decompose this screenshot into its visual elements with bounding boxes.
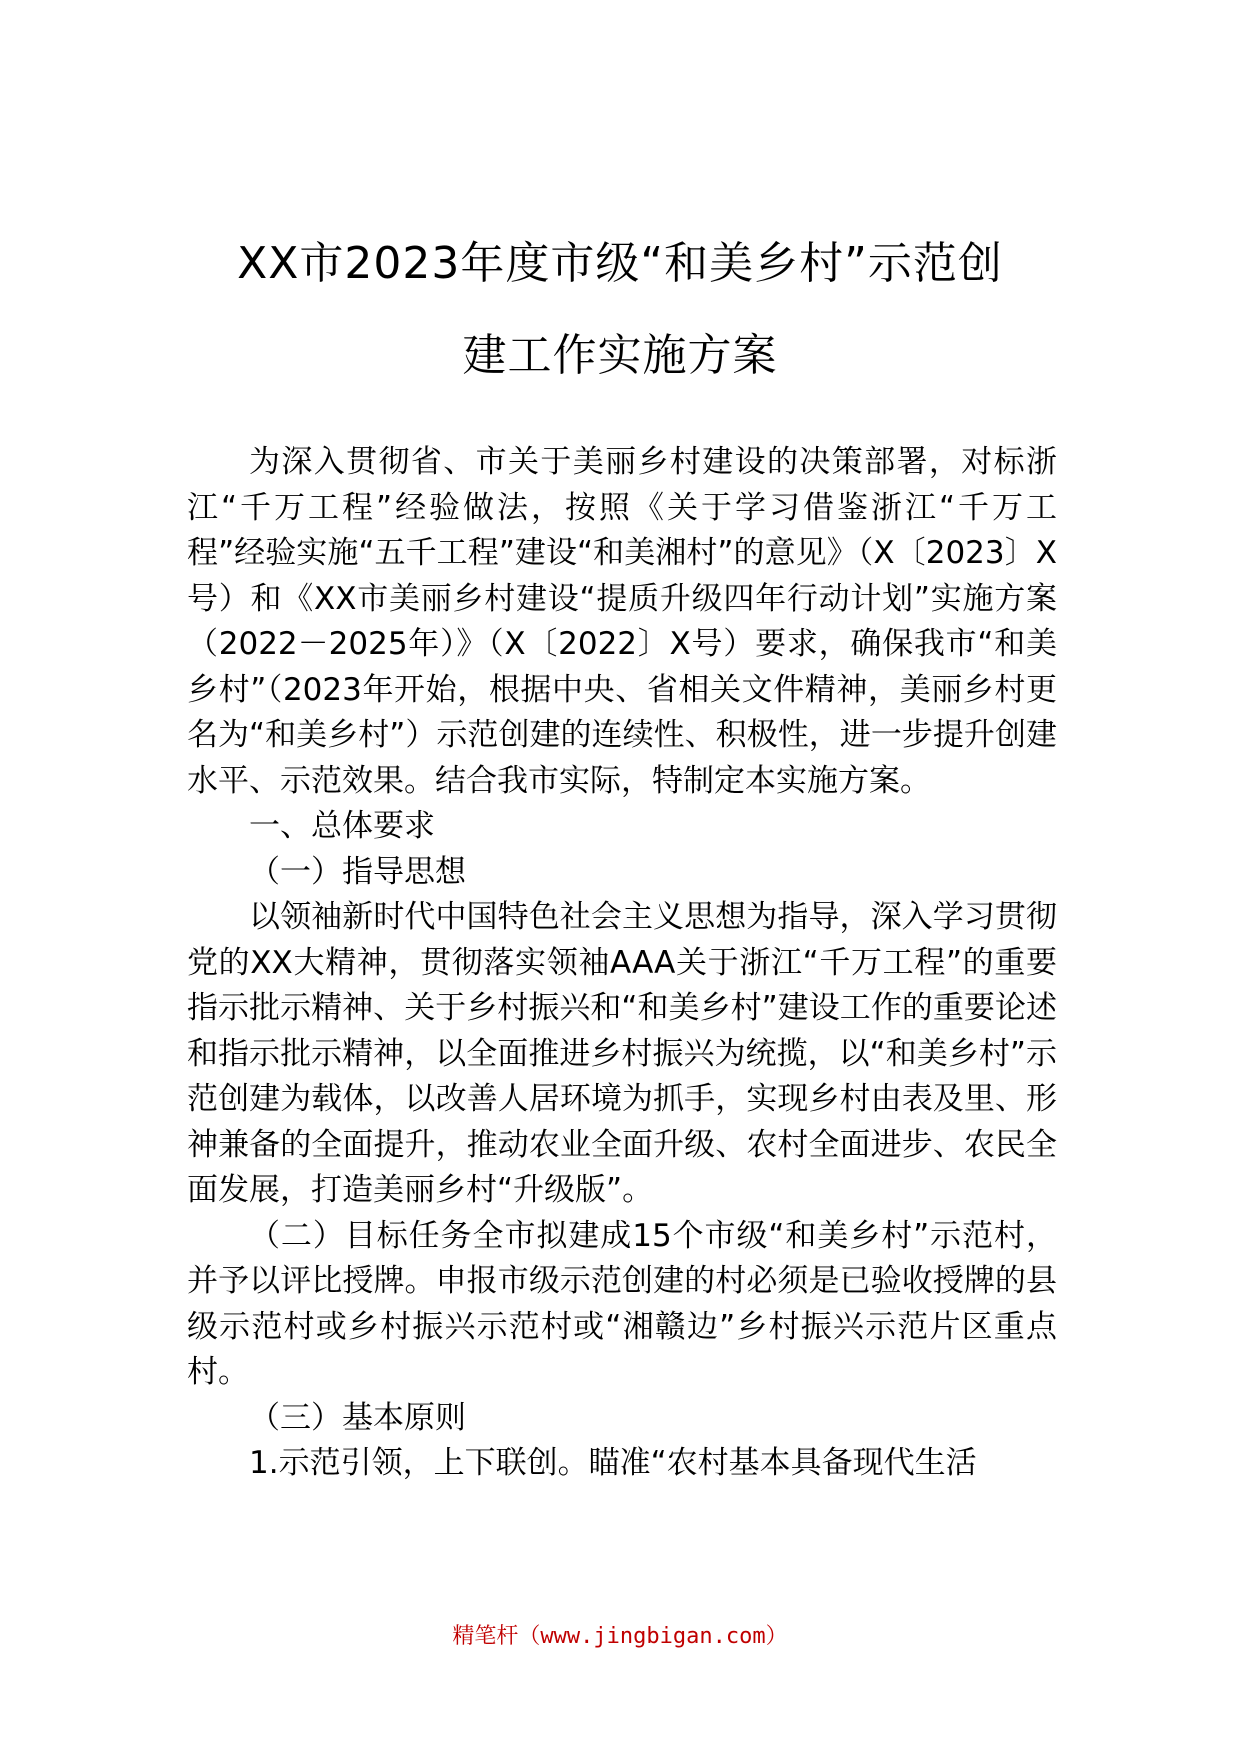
document-title-line-2: 建工作实施方案 [462, 330, 778, 381]
document-body [187, 440, 1057, 1487]
subsection-heading-guiding-ideology: （一）指导思想 [249, 853, 466, 890]
section-heading-general-requirements: 一、总体要求 [249, 808, 435, 844]
footer-watermark: 精笔杆（www.jingbigan.com） [452, 1624, 788, 1649]
document-title-line-1: XX市2023年度市级“和美乡村”示范创 [237, 238, 1003, 289]
paragraph-principle-1: 1.示范引领，上下联创。瞄准“农村基本具备现代生活 [249, 1445, 977, 1481]
subsection-heading-basic-principles: （三）基本原则 [249, 1399, 466, 1436]
paragraph-intro: 为深入贯彻省、市关于美丽乡村建设的决策部署，对标浙江“千万工程”经验做法，按照《关于学习借鉴浙江“千万工程”经验实施“五千工程”建设“和美湘村”的意见》（X〔2023〕X号）和《XX市美丽乡村建设“提质升级四年行动计划”实施方案（2022－2025年）》（X〔2022〕X号）要求，确保我市“和美乡村”（2023年开始，根据中央、省相关文件精神，美丽乡村更名为“和美乡村”）示范创建的连续性、积极性，进一步提升创建水平、示范效果。结合我市实际，特制定本实施方案。 [187, 444, 1057, 799]
paragraph-guiding-ideology: 以领袖新时代中国特色社会主义思想为指导，深入学习贯彻党的XX大精神，贯彻落实领袖AAA关于浙江“千万工程”的重要指示批示精神、关于乡村振兴和“和美乡村”建设工作的重要论述和指示批示精神，以全面推进乡村振兴为统揽，以“和美乡村”示范创建为载体，以改善人居环境为抓手，实现乡村由表及里、形神兼备的全面提升，推动农业全面升级、农村全面进步、农民全面发展，打造美丽乡村“升级版”。 [187, 899, 1057, 1208]
paragraph-target-tasks: （二）目标任务全市拟建成15个市级“和美乡村”示范村，并予以评比授牌。申报市级示范创建的村必须是已验收授牌的县级示范村或乡村振兴示范村或“湘赣边”乡村振兴示范片区重点村。 [187, 1217, 1057, 1390]
